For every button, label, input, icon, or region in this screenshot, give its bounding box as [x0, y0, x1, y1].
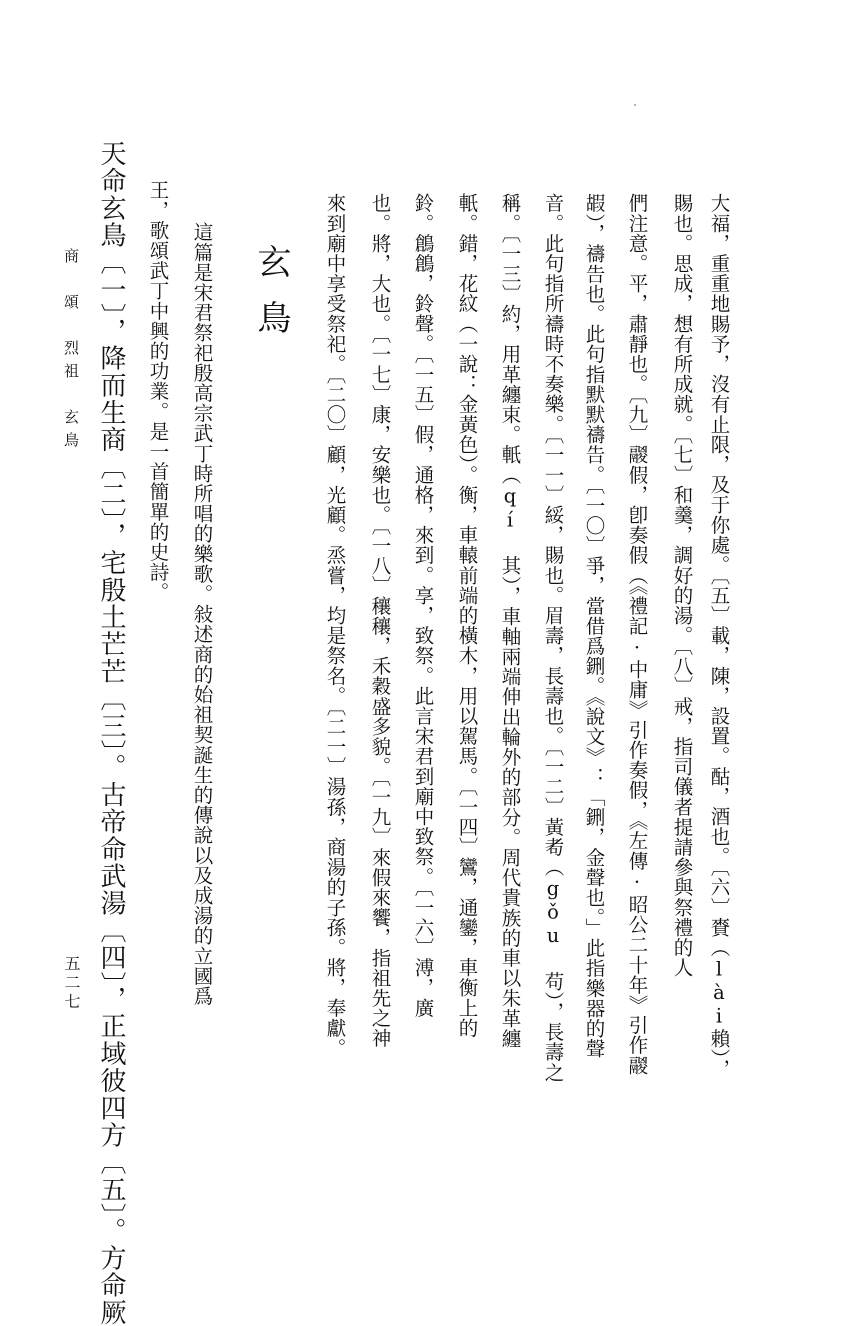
running-head: 商 頌 烈祖 玄鳥 [62, 248, 80, 455]
poem-text-column: 天命玄鳥〔一〕，降而生商〔二〕，宅殷土芒芒〔三〕。古帝命武湯〔四〕，正域彼四方〔五〕。方命厥 [96, 140, 126, 1326]
note-column: 也。將，大也。〔一七〕康，安樂也。〔一八〕穰穰，禾穀盛多貌。〔一九〕來假來饗，指祖先之神 [368, 193, 392, 1049]
note-column: 嘏），禱告也。此句指默默禱告。〔一〇〕爭，當借爲鉶。《說文》：「鉶，金聲也。」此指樂器的聲 [582, 193, 606, 1059]
note-column: 大福，重重地賜予，沒有止限，及于你處。〔五〕載，陳，設置。酤，酒也。〔六〕賚（lài賴）， [707, 193, 731, 1079]
note-column: 音。此句指所禱時不奏樂。〔一一〕綏，賜也。眉壽，長壽也。〔一二〕黃耇（gǒu 苟），長壽之 [541, 193, 565, 1083]
note-column: 軝。錯，花紋（一說：金黃色）。衡，車轅前端的橫木，用以駕馬。〔一四〕鸞，通鑾，車衡上的 [455, 193, 479, 1038]
note-column: 稱。〔一三〕約，用革纏束。軝（qí 其），車軸兩端伸出輪外的部分。周代貴族的車以朱革纏 [498, 193, 522, 1049]
note-column: 鈴。鶬鶬，鈴聲。〔一五〕假，通格，來到。享，致祭。此言宋君到廟中致祭。〔一六〕溥，廣 [411, 193, 435, 1018]
note-column: 來到廟中享受祭祀。〔二〇〕顧，光顧。烝嘗，均是祭名。〔二一〕湯孫，商湯的子孫。將，奉獻。 [323, 193, 347, 1058]
intro-column: 這篇是宋君祭祀殷高宗武丁時所唱的樂歌。敍述商的始祖契誕生的傳說以及成湯的立國爲 [190, 222, 214, 1006]
note-column: 們注意。平，肅靜也。〔九〕鬷假，卽奏假（《禮記·中庸》引作奏假，《左傳·昭公二十年》引作鬷 [625, 193, 649, 1076]
paper-speck [634, 104, 636, 106]
intro-column: 王，歌頌武丁中興的功業。是一首簡單的史詩。 [146, 180, 170, 603]
poem-title: 玄鳥 [251, 244, 291, 356]
page-number: 五二七 [62, 955, 81, 1012]
note-column: 賜也。思成，想有所成就。〔七〕和羹，調好的湯。〔八〕戒，指司儀者提請參與祭禮的人 [670, 193, 694, 978]
